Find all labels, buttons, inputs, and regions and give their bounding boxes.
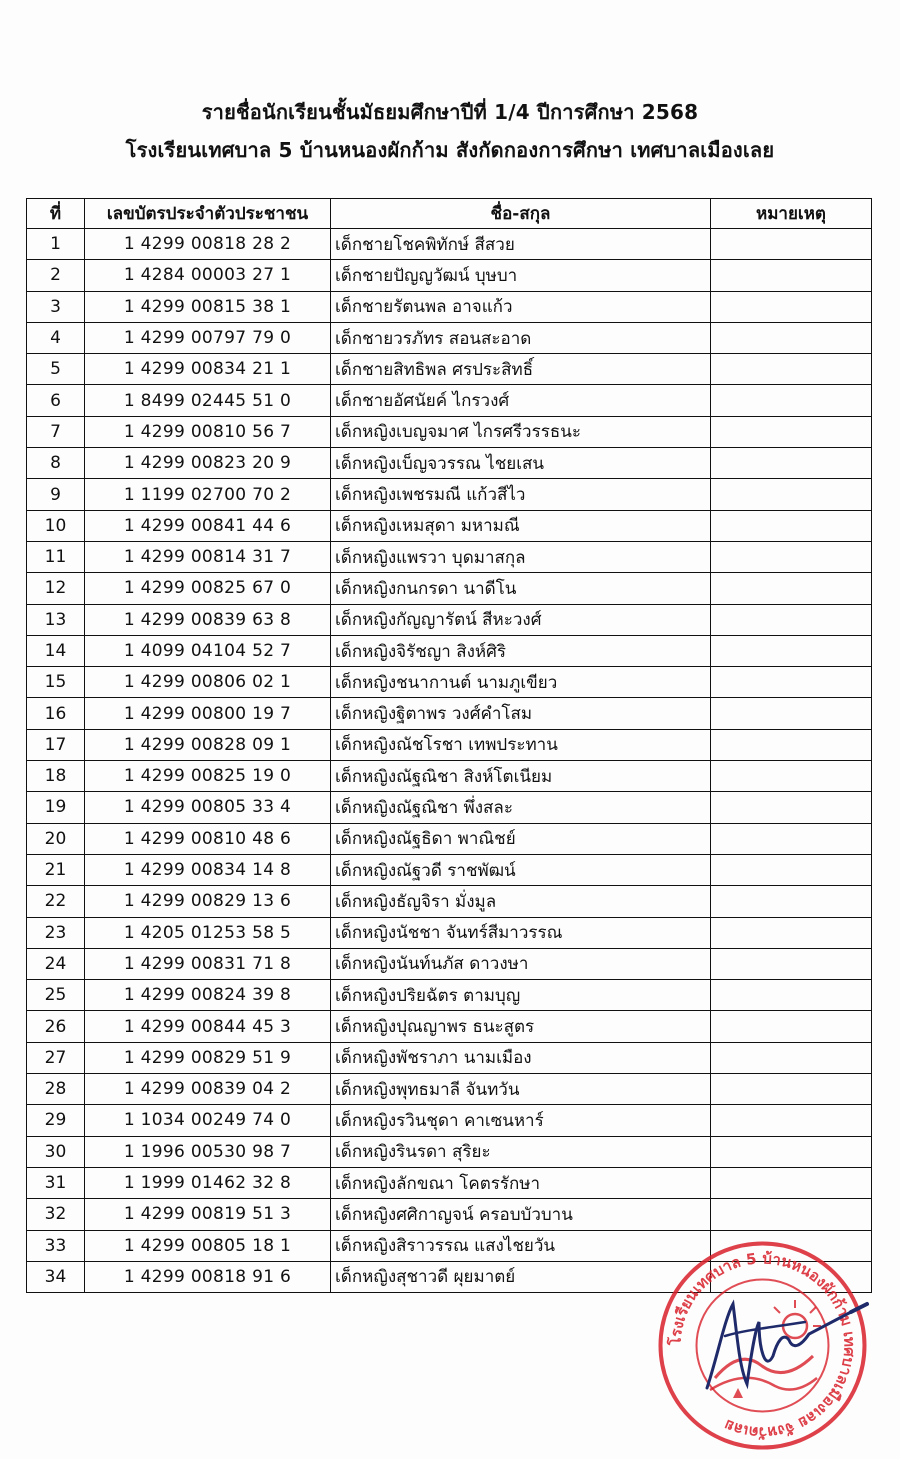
citizen-id: 1 4299 00841 44 6 [85, 510, 331, 541]
citizen-id: 1 1999 01462 32 8 [85, 1167, 331, 1198]
student-name: เด็กชายปัญญวัฒน์ บุษบา [331, 260, 711, 291]
table-row [27, 1199, 872, 1230]
student-name: เด็กชายวรภัทร สอนสะอาด [331, 322, 711, 353]
citizen-id: 1 4284 00003 27 1 [85, 260, 331, 291]
row-number: 3 [27, 291, 85, 322]
row-number: 31 [27, 1167, 85, 1198]
row-number: 24 [27, 948, 85, 979]
table-row [27, 761, 872, 792]
table-row [27, 635, 872, 666]
row-number: 2 [27, 260, 85, 291]
row-number: 34 [27, 1261, 85, 1292]
row-number: 30 [27, 1136, 85, 1167]
seal-emblem [710, 1300, 821, 1398]
citizen-id: 1 4299 00828 09 1 [85, 729, 331, 760]
student-name: เด็กหญิงสุชาวดี ผุยมาตย์ [331, 1261, 711, 1292]
row-note [711, 573, 872, 604]
row-note [711, 385, 872, 416]
row-note [711, 1074, 872, 1105]
table-row [27, 229, 872, 260]
table-row [27, 1074, 872, 1105]
citizen-id: 1 4299 00805 33 4 [85, 792, 331, 823]
student-name: เด็กหญิงปริยฉัตร ตามบุญ [331, 980, 711, 1011]
student-name: เด็กหญิงรวินชุดา คาเซนหาร์ [331, 1105, 711, 1136]
student-name: เด็กหญิงณัชโรชา เทพประทาน [331, 729, 711, 760]
row-number: 19 [27, 792, 85, 823]
student-name: เด็กหญิงลักขณา โคตรรักษา [331, 1167, 711, 1198]
table-row [27, 354, 872, 385]
student-name: เด็กหญิงณัฐณิชา สิงห์โตเนียม [331, 761, 711, 792]
row-note [711, 886, 872, 917]
student-name: เด็กหญิงฐิตาพร วงศ์คำโสม [331, 698, 711, 729]
table-row [27, 448, 872, 479]
student-name: เด็กหญิงณัฐณิชา พึ่งสละ [331, 792, 711, 823]
table-row [27, 541, 872, 572]
table-row [27, 1136, 872, 1167]
citizen-id: 1 4299 00825 67 0 [85, 573, 331, 604]
row-note [711, 854, 872, 885]
row-number: 12 [27, 573, 85, 604]
citizen-id: 1 4299 00834 21 1 [85, 354, 331, 385]
student-name: เด็กหญิงพุทธมาลี จันทวัน [331, 1074, 711, 1105]
school-seal-stamp [655, 1238, 870, 1453]
citizen-id: 1 4299 00839 04 2 [85, 1074, 331, 1105]
citizen-id: 1 4299 00805 18 1 [85, 1230, 331, 1261]
row-note [711, 416, 872, 447]
row-note [711, 1105, 872, 1136]
table-row [27, 886, 872, 917]
row-note [711, 354, 872, 385]
row-note [711, 260, 872, 291]
row-number: 7 [27, 416, 85, 447]
table-row [27, 729, 872, 760]
row-note [711, 823, 872, 854]
column-header-note: หมายเหตุ [711, 199, 872, 229]
table-row [27, 260, 872, 291]
citizen-id: 1 4299 00834 14 8 [85, 854, 331, 885]
student-name: เด็กหญิงณัฐวดี ราชพัฒน์ [331, 854, 711, 885]
table-row [27, 948, 872, 979]
row-note [711, 541, 872, 572]
row-number: 13 [27, 604, 85, 635]
student-roster-table [26, 198, 872, 1293]
row-note [711, 510, 872, 541]
row-note [711, 1042, 872, 1073]
table-header-row [27, 199, 872, 229]
table-row [27, 385, 872, 416]
table-row [27, 573, 872, 604]
row-number: 16 [27, 698, 85, 729]
row-number: 26 [27, 1011, 85, 1042]
table-row [27, 479, 872, 510]
table-body [27, 229, 872, 1293]
citizen-id: 1 4299 00818 28 2 [85, 229, 331, 260]
student-name: เด็กหญิงธัญจิรา มั่งมูล [331, 886, 711, 917]
citizen-id: 1 4299 00814 31 7 [85, 541, 331, 572]
table-row [27, 416, 872, 447]
student-name: เด็กหญิงสิราวรรณ แสงไชยวัน [331, 1230, 711, 1261]
row-number: 25 [27, 980, 85, 1011]
row-number: 23 [27, 917, 85, 948]
student-name: เด็กหญิงปุณญาพร ธนะสูตร [331, 1011, 711, 1042]
citizen-id: 1 4299 00824 39 8 [85, 980, 331, 1011]
student-name: เด็กหญิงเหมสุดา มหามณี [331, 510, 711, 541]
row-number: 27 [27, 1042, 85, 1073]
citizen-id: 1 4299 00810 48 6 [85, 823, 331, 854]
table-row [27, 1167, 872, 1198]
row-number: 1 [27, 229, 85, 260]
row-note [711, 667, 872, 698]
row-number: 10 [27, 510, 85, 541]
citizen-id: 1 4299 00810 56 7 [85, 416, 331, 447]
citizen-id: 1 4299 00815 38 1 [85, 291, 331, 322]
row-number: 9 [27, 479, 85, 510]
table-row [27, 980, 872, 1011]
citizen-id: 1 8499 02445 51 0 [85, 385, 331, 416]
citizen-id: 1 4299 00829 13 6 [85, 886, 331, 917]
table-row [27, 917, 872, 948]
row-note [711, 761, 872, 792]
student-name: เด็กหญิงจิรัชญา สิงห์ศิริ [331, 635, 711, 666]
row-note [711, 917, 872, 948]
citizen-id: 1 4299 00797 79 0 [85, 322, 331, 353]
row-number: 32 [27, 1199, 85, 1230]
row-note [711, 448, 872, 479]
row-note [711, 980, 872, 1011]
student-name: เด็กหญิงแพรวา บุดมาสกุล [331, 541, 711, 572]
student-name: เด็กหญิงนัชชา จันทร์สีมาวรรณ [331, 917, 711, 948]
citizen-id: 1 4299 00844 45 3 [85, 1011, 331, 1042]
row-number: 33 [27, 1230, 85, 1261]
row-note [711, 635, 872, 666]
student-name: เด็กชายอัศนัยค์ ไกรวงศ์ [331, 385, 711, 416]
student-name: เด็กหญิงชนากานต์ นามภูเขียว [331, 667, 711, 698]
row-number: 4 [27, 322, 85, 353]
table-row [27, 823, 872, 854]
column-header-id: เลขบัตรประจำตัวประชาชน [85, 199, 331, 229]
row-note [711, 792, 872, 823]
student-name: เด็กหญิงพัชราภา นามเมือง [331, 1042, 711, 1073]
seal-text: โรงเรียนเทศบาล 5 บ้านหนองผักก้าม เทศบาลเมืองเลย จังหวัดเลย [666, 1249, 859, 1442]
row-note [711, 729, 872, 760]
citizen-id: 1 4299 00823 20 9 [85, 448, 331, 479]
student-name: เด็กหญิงนันท์นภัส ดาวงษา [331, 948, 711, 979]
document-subtitle: โรงเรียนเทศบาล 5 บ้านหนองผักก้าม สังกัดกองการศึกษา เทศบาลเมืองเลย [125, 138, 775, 162]
row-note [711, 604, 872, 635]
student-name: เด็กหญิงเบญจมาศ ไกรศรีวรรธนะ [331, 416, 711, 447]
row-note [711, 948, 872, 979]
row-note [711, 229, 872, 260]
student-name: เด็กหญิงเบ็ญจวรรณ ไชยเสน [331, 448, 711, 479]
table-row [27, 1105, 872, 1136]
citizen-id: 1 4099 04104 52 7 [85, 635, 331, 666]
row-note [711, 479, 872, 510]
citizen-id: 1 1034 00249 74 0 [85, 1105, 331, 1136]
row-number: 5 [27, 354, 85, 385]
student-name: เด็กชายโชคพิทักษ์ สีสวย [331, 229, 711, 260]
row-note [711, 322, 872, 353]
table-row [27, 792, 872, 823]
citizen-id: 1 4299 00806 02 1 [85, 667, 331, 698]
citizen-id: 1 4299 00831 71 8 [85, 948, 331, 979]
row-number: 22 [27, 886, 85, 917]
table-row [27, 510, 872, 541]
row-note [711, 698, 872, 729]
table-row [27, 698, 872, 729]
citizen-id: 1 4299 00819 51 3 [85, 1199, 331, 1230]
citizen-id: 1 4299 00800 19 7 [85, 698, 331, 729]
row-note [711, 1167, 872, 1198]
citizen-id: 1 4299 00839 63 8 [85, 604, 331, 635]
student-name: เด็กหญิงศศิกาญจน์ ครอบบัวบาน [331, 1199, 711, 1230]
citizen-id: 1 1199 02700 70 2 [85, 479, 331, 510]
row-note [711, 291, 872, 322]
citizen-id: 1 4299 00829 51 9 [85, 1042, 331, 1073]
row-number: 8 [27, 448, 85, 479]
student-name: เด็กหญิงกัญญารัตน์ สีหะวงศ์ [331, 604, 711, 635]
table-row [27, 1011, 872, 1042]
row-number: 11 [27, 541, 85, 572]
row-number: 6 [27, 385, 85, 416]
column-header-number: ที่ [27, 199, 85, 229]
citizen-id: 1 4299 00825 19 0 [85, 761, 331, 792]
table-row [27, 1042, 872, 1073]
table-row [27, 291, 872, 322]
citizen-id: 1 4205 01253 58 5 [85, 917, 331, 948]
table-row [27, 322, 872, 353]
row-number: 17 [27, 729, 85, 760]
column-header-name: ชื่อ-สกุล [331, 199, 711, 229]
citizen-id: 1 4299 00818 91 6 [85, 1261, 331, 1292]
row-number: 28 [27, 1074, 85, 1105]
row-number: 20 [27, 823, 85, 854]
row-number: 15 [27, 667, 85, 698]
row-number: 18 [27, 761, 85, 792]
table-row [27, 854, 872, 885]
table-row [27, 604, 872, 635]
row-number: 14 [27, 635, 85, 666]
citizen-id: 1 1996 00530 98 7 [85, 1136, 331, 1167]
row-note [711, 1199, 872, 1230]
row-number: 29 [27, 1105, 85, 1136]
row-number: 21 [27, 854, 85, 885]
student-name: เด็กหญิงเพชรมณี แก้วสีไว [331, 479, 711, 510]
student-name: เด็กหญิงกนกรดา นาดีโน [331, 573, 711, 604]
student-name: เด็กหญิงรินรดา สุริยะ [331, 1136, 711, 1167]
student-name: เด็กชายสิทธิพล ศรประสิทธิ์ [331, 354, 711, 385]
table-row [27, 667, 872, 698]
student-name: เด็กชายรัตนพล อาจแก้ว [331, 291, 711, 322]
document-title: รายชื่อนักเรียนชั้นมัธยมศึกษาปีที่ 1/4 ปีการศึกษา 2568 [201, 100, 699, 124]
row-note [711, 1011, 872, 1042]
row-note [711, 1136, 872, 1167]
student-name: เด็กหญิงณัฐธิดา พาณิชย์ [331, 823, 711, 854]
